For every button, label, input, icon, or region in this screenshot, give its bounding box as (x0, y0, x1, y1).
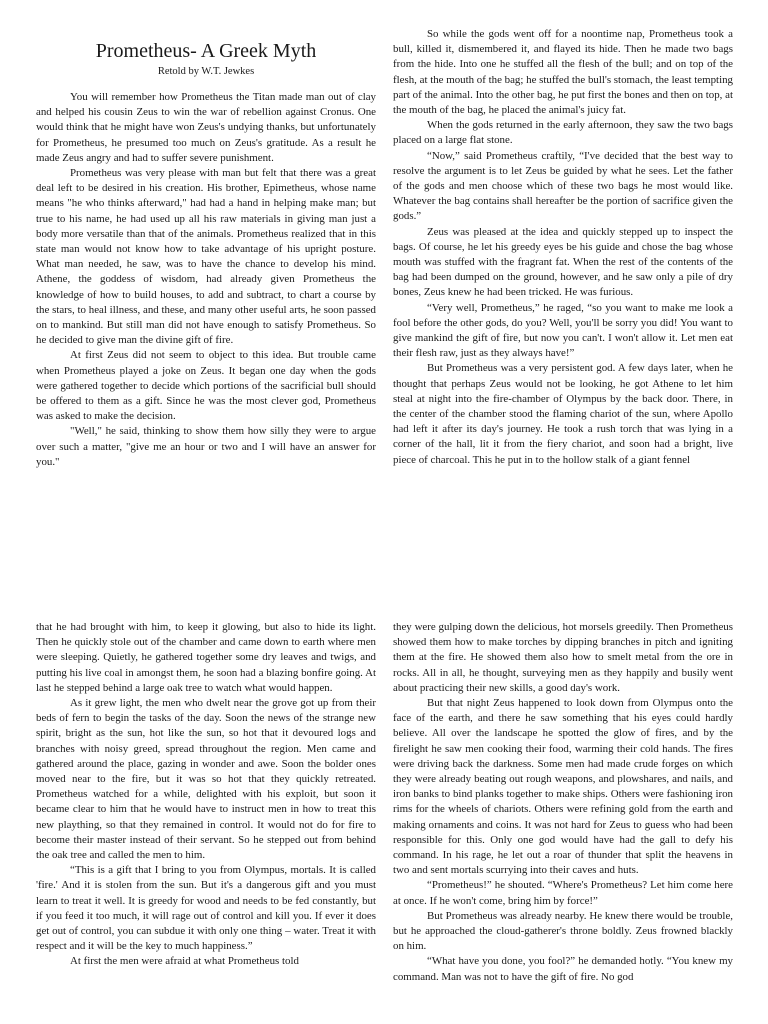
text-column-2 (393, 27, 733, 529)
paragraph: "Well," he said, thinking to show them how silly they were to argue over such a matter, "give me an hour or two and I will have an answer for you." (36, 425, 376, 468)
text-column-1 (36, 36, 376, 546)
page-title: Prometheus- A Greek Myth (95, 40, 317, 62)
paragraph: Zeus was pleased at the idea and quickly stepped up to inspect the bags. Of course, he let his greedy eyes be his guide and chose the bag whose mouth was stuffed with the fragrant fat. When the rest of the contents of the bag had been dumped on the ground, however, and he saw only a pile of dry bones, Zeus knew he had been tricked. He was furious. (393, 225, 733, 299)
paragraph: But that night Zeus happened to look down from Olympus onto the face of the earth, and there he saw something that his eyes could hardly believe. All over the landscape he spotted the glow of fires, and by the firelight he saw men cooking their food, warming their cold hands. The fires were driving back the darkness. Some men had made crude forges on which they were already beating out rough weapons, and plowshares, and nails, and iron banks to bind planks together to make ships. Others were fashioning iron rims for the wheels of chariots. Others were refining gold from the earth and making ornaments and coins. It was not hard for Zeus to guess who had been responsible for this. Only one god would have had the gall to defy his command. In his rage, he let out a roar of thunder that split the heavens in two and sent mortals scurrying into their caves and huts. (393, 697, 733, 877)
paragraph: When the gods returned in the early afternoon, they saw the two bags placed on a large flat stone. (393, 119, 733, 147)
paragraph: But Prometheus was already nearby. He knew there would be trouble, but he approached the cloud-gatherer's throne boldly. Zeus frowned blackly on him. (393, 909, 733, 953)
paragraph: So while the gods went off for a noontime nap, Prometheus took a bull, killed it, dismembered it, and flayed its hide. Then he made two bags from the hide. Into one he stuffed all the flesh of the bull; and on top of the flesh, at the mouth of the bag; he stuffed the bull's stomach, the least tempting part of the animal. Into the other bag, he put first the bones and then on top, at the mouth of the bag, he placed the animal's juicy fat. (393, 28, 733, 117)
paragraph: “Now,” said Prometheus craftily, “I've decided that the best way to resolve the argument is to let Zeus be guided by what he sees. Let the father of the gods and men choose which of these two bags he most would like. Whatever the bag contains shall hereafter be the portion of sacrifice given the gods.” (393, 149, 733, 223)
paragraph: You will remember how Prometheus the Titan made man out of clay and helped his cousin Zeus to win the war of rebellion against Cronus. One would think that he might have won Zeus's undying thanks, but unfortunately for Prometheus, he presumed too much on Zeus's gratitude. As a result he made Zeus angry and had to suffer severe punishment. (36, 91, 376, 164)
paragraph-continued: they were gulping down the delicious, hot morsels greedily. Then Prometheus showed them how to make torches by dipping branches in pitch and igniting them at the fire. He showed them also how to smelt metal from the ore in rocks. All in all, he thought, surveying men as they happily and busily went about practicing their new skills, a good day's work. (393, 621, 733, 694)
paragraph: “What have you done, you fool?” he demanded hotly. “You knew my command. Man was not to have the gift of fire. No god (393, 955, 733, 983)
paragraph-continued: that he had brought with him, to keep it glowing, but also to hide its light. Then he quickly stole out of the chamber and came down to earth where men were sleeping. Quietly, he gathered together some dry leaves and twigs, and putting his live coal in amongst them, he soon had a blazing bonfire going. At last he stepped behind a large oak tree to watch what would happen. (36, 621, 376, 694)
paragraph: “Very well, Prometheus,” he raged, “so you want to make me look a fool before the other gods, do you? Well, you'll be sorry you did! You want to give mankind the gift of fire, but now you can't. I won't allow it. Let men eat their flesh raw, just as they always have!” (393, 301, 733, 360)
paragraph: Prometheus was very please with man but felt that there was a great deal left to be desired in his creation. His brother, Epimetheus, whose name means "he who thinks afterward," had had a hand in helping make man; but true to his name, he had used up all his raw materials in giving man just a body more versatile than that of the animals. Prometheus realized that in this state man would not know how to take advantage of his upright posture. What man needed, he saw, was to have the chance to develop his mind. Athene, the goddess of wisdom, had already given Prometheus the knowledge of how to build houses, to add and subtract, to chart a course by the stars, to heal illness, and these, and many other useful arts, he soon passed on to mankind. But still man did not have enough to satisfy Prometheus. So he decided to give man the divine gift of fire. (36, 167, 376, 347)
paragraph: But Prometheus was a very persistent god. A few days later, when he thought that perhaps Zeus would not be looking, he got Athene to let him steal at night into the fire-chamber of Olympus by the back door. There, in the center of the chamber stood the flaming chariot of the sun, where Apollo had left it after its day's journey. He took a rush torch that was lying in a corner of the hall, lit it from the fiery chariot, and soon had a bright, live piece of charcoal. This he put in to the hollow stalk of a giant fennel (393, 362, 733, 466)
paragraph: “Prometheus!” he shouted. “Where's Prometheus? Let him come here at once. If he won't come, bring him by force!” (393, 879, 733, 907)
paragraph: At first the men were afraid at what Prometheus told (70, 955, 299, 968)
paragraph: At first Zeus did not seem to object to this idea. But trouble came when Prometheus played a joke on Zeus. It began one day when the gods were gathered together to decide which portions of the sacrificial bull should be offered to them as a gift. Since he was the most clever god, Prometheus was asked to make the decision. (36, 349, 376, 423)
byline: Retold by W.T. Jewkes (157, 66, 255, 77)
text-column-4 (393, 620, 733, 1024)
text-column-3 (36, 620, 376, 1024)
paragraph: As it grew light, the men who dwelt near the grove got up from their beds of fern to begin the tasks of the day. Soon the news of the strange new spirit, bright as the sun, hot like the sun, so hot that it devoured logs and branches with noisy greed, spread throughout the region. Men came and gathered around the place, gazing in wonder and awe. Soon the bolder ones moved near to the fire, but it was so hot that they quickly retreated. Prometheus watched for a while, delighted with his exploit, but soon it became clear to him that he would have to instruct men in how to treat this new plaything, so that they remained in control. It would not do for fire to become their master instead of their servant. So he stepped out from behind the oak tree and called the men to him. (36, 697, 376, 862)
paragraph: “This is a gift that I bring to you from Olympus, mortals. It is called 'fire.' And it is stolen from the sun. But it's a dangerous gift and you must learn to treat it well. It is greedy for wood and needs to be fed constantly, but if you feed it too much, it will rage out of control and kill you. If ever it does get out of control, you can subdue it with only one thing – water. Treat it with respect and it will be the key to much happiness.” (36, 864, 376, 953)
